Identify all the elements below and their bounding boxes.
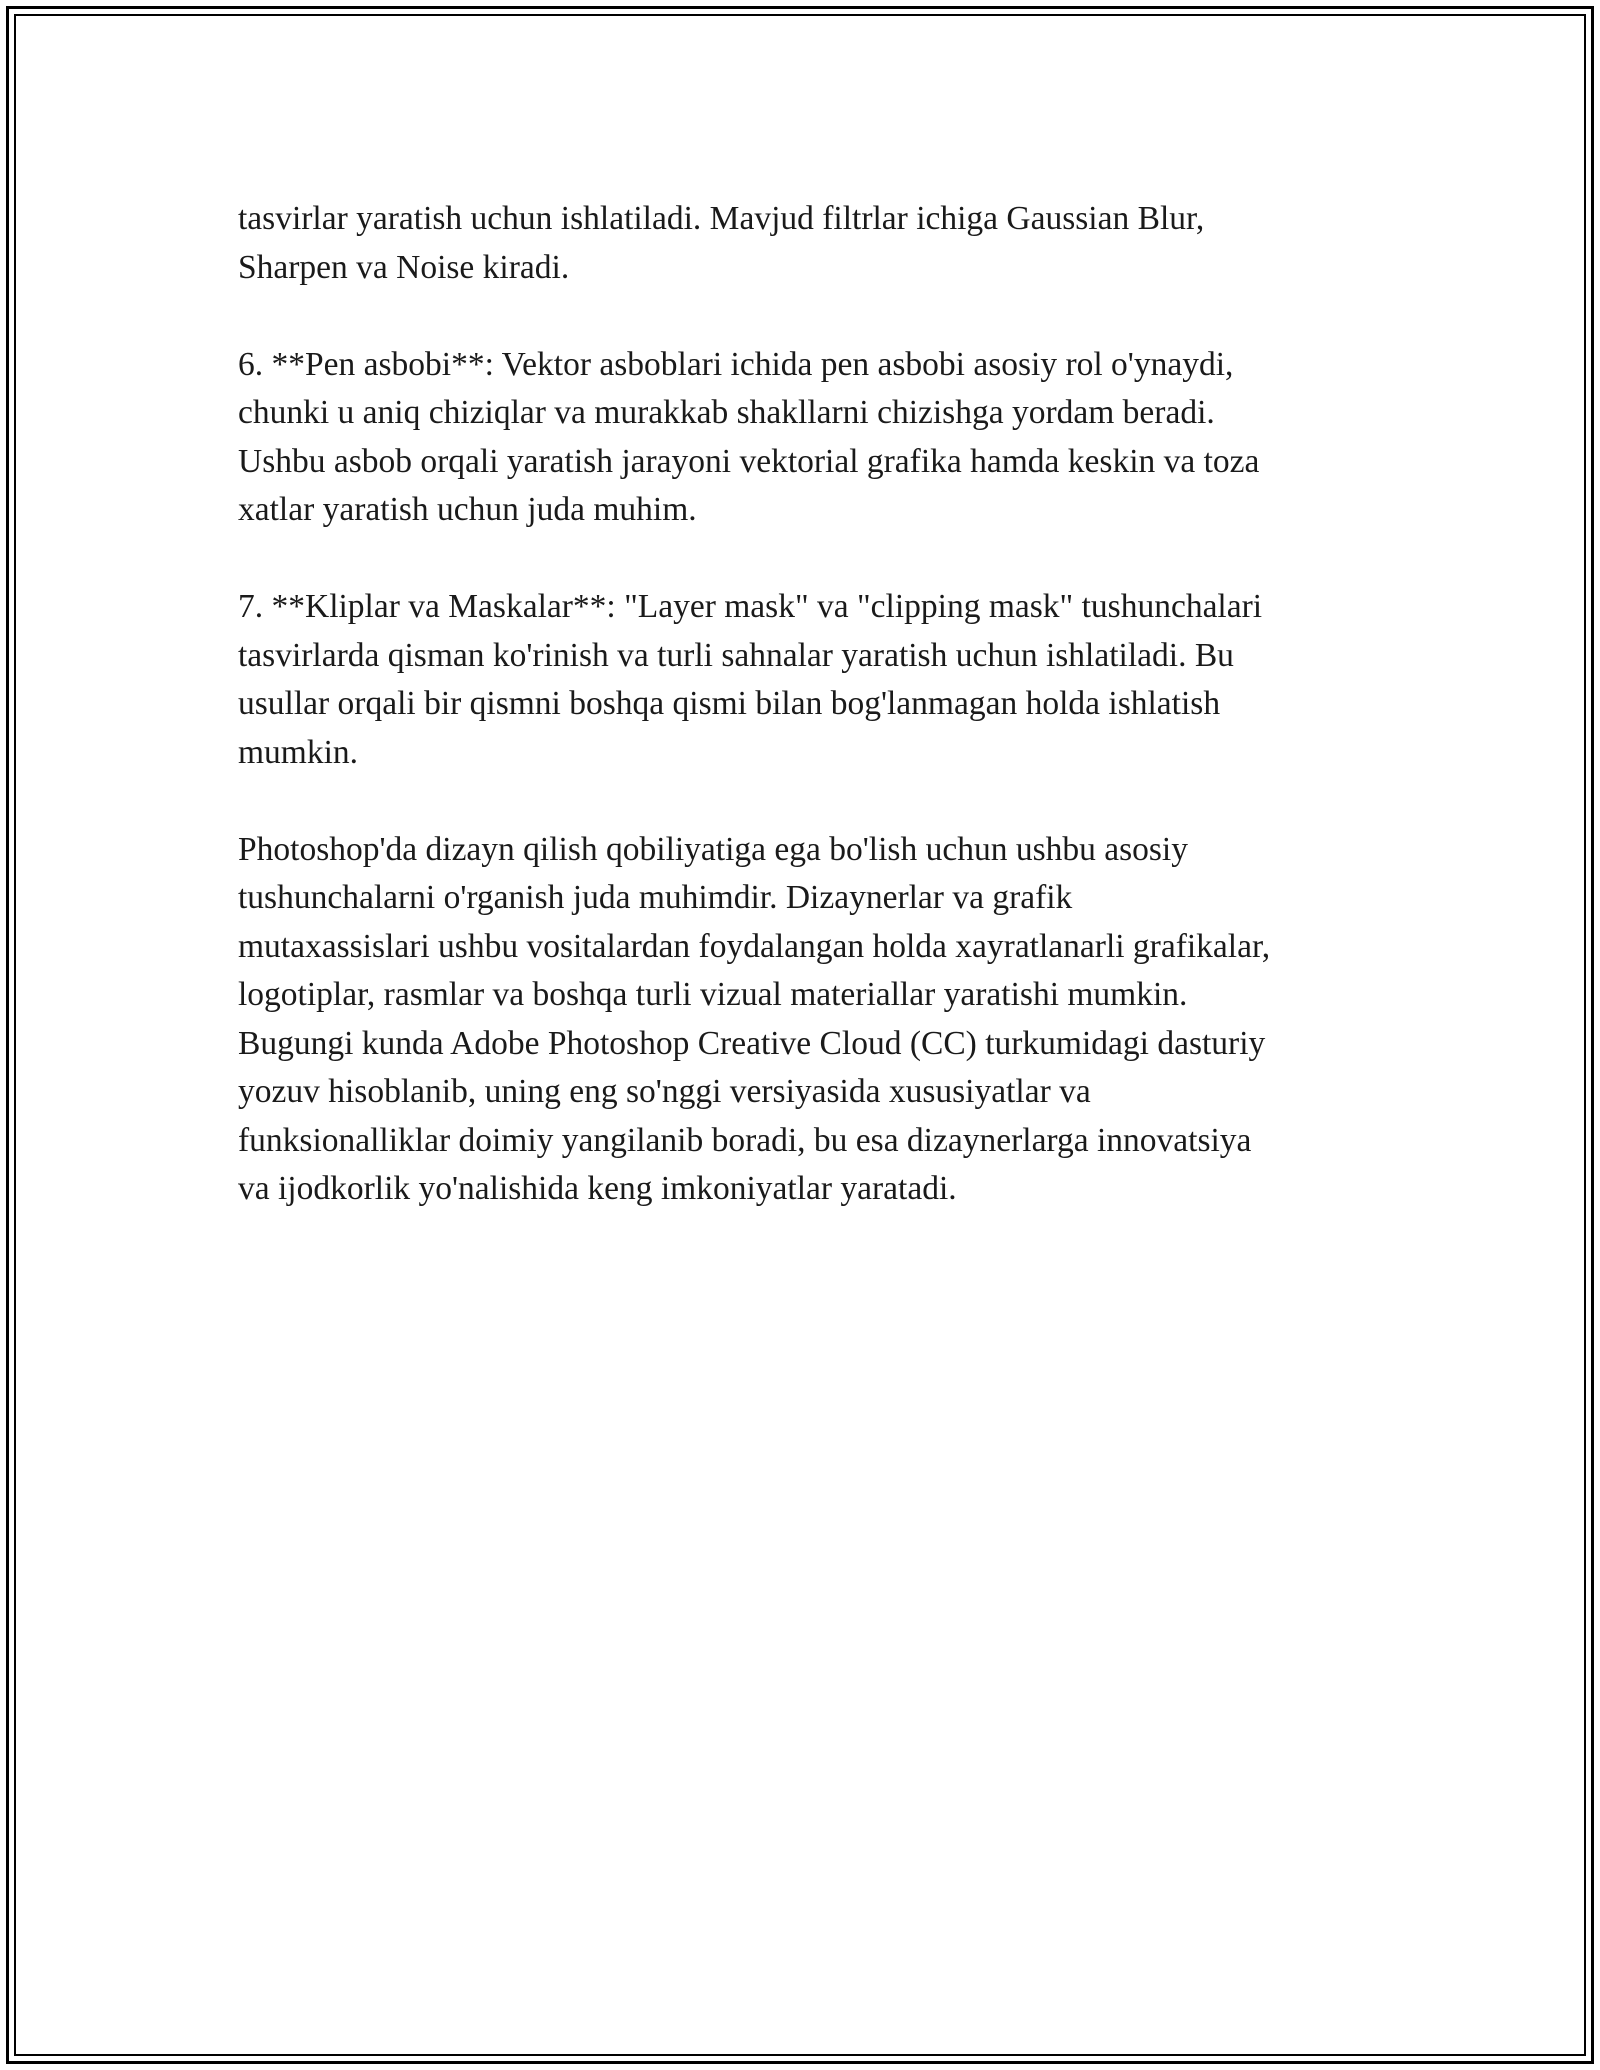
paragraph-filters-continuation: tasvirlar yaratish uchun ishlatiladi. Mavjud filtrlar ichiga Gaussian Blur, Sharpen va Noise kiradi. xyxy=(238,200,1205,286)
document-body xyxy=(238,195,1398,1262)
paragraph-pen-tool: 6. **Pen asbobi**: Vektor asboblari ichida pen asbobi asosiy rol o'ynaydi, chunki u aniq chiziqlar va murakkab shakllarni chizishga yordam beradi. Ushbu asbob orqali yaratish jarayoni vektorial grafika hamda keskin va toza xatlar yaratish uchun juda muhim. xyxy=(238,345,1260,528)
paragraph-clips-masks: 7. **Kliplar va Maskalar**: "Layer mask" va "clipping mask" tushunchalari tasvirlarda qisman ko'rinish va turli sahnalar yaratish uchun ishlatiladi. Bu usullar orqali bir qismni boshqa qismi bilan bog'lanmagan holda ishlatish mumkin. xyxy=(238,588,1263,771)
document-page xyxy=(6,6,1594,2064)
paragraph-conclusion: Photoshop'da dizayn qilish qobiliyatiga ega bo'lish uchun ushbu asosiy tushunchalarni o'rganish juda muhimdir. Dizaynerlar va grafik mutaxassislari ushbu vositalardan foydalangan holda xayratlanarli grafikalar, logotiplar, rasmlar va boshqa turli vizual materiallar yaratishi mumkin. Bugungi kunda Adobe Photoshop Creative Cloud (CC) turkumidagi dasturiy yozuv hisoblanib, uning eng so'nggi versiyasida xususiyatlar va funksionalliklar doimiy yangilanib boradi, bu esa dizaynerlarga innovatsiya va ijodkorlik yo'nalishida keng imkoniyatlar yaratadi. xyxy=(238,830,1271,1207)
